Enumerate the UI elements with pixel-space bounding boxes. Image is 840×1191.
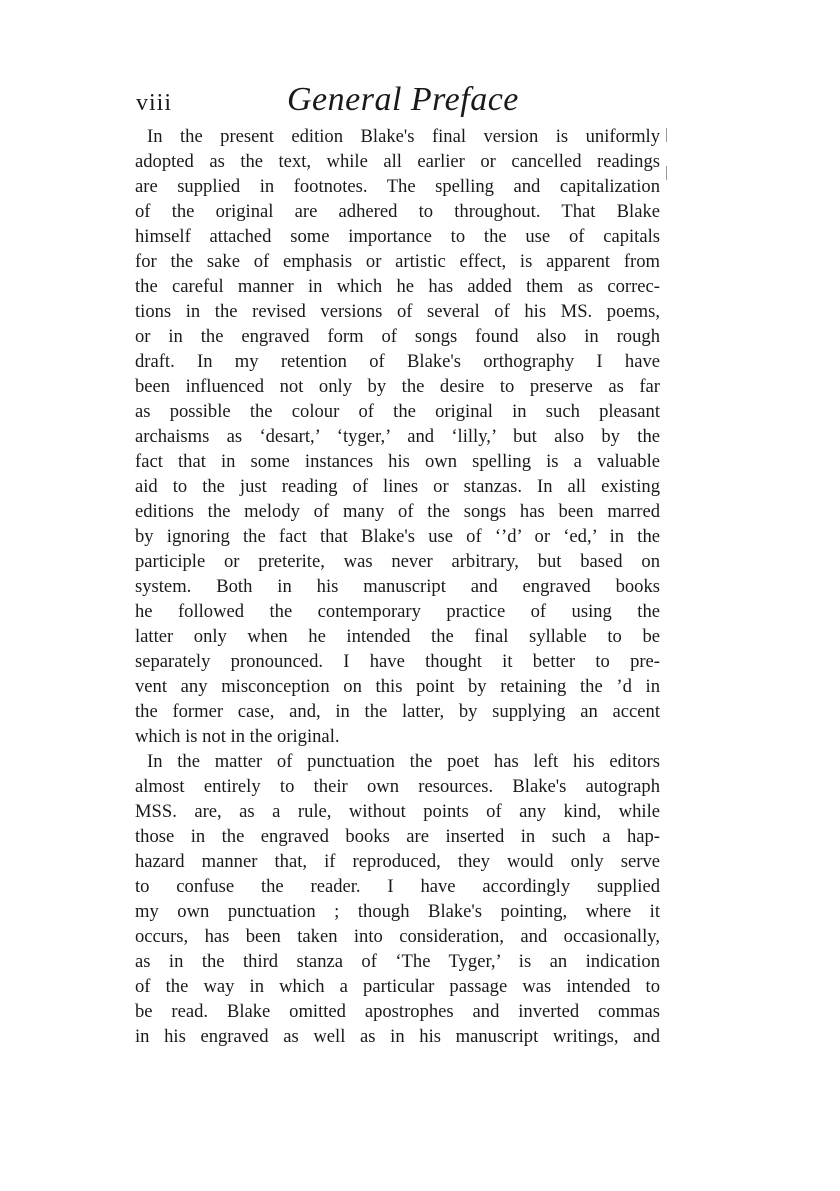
text-line: In the present edition Blake's final version is uniformly bbox=[147, 126, 660, 147]
text-line: of the original are adhered to throughout. That Blake bbox=[135, 201, 660, 222]
text-line: latter only when he intended the final syllable to be bbox=[135, 626, 660, 647]
text-line: are supplied in footnotes. The spelling and capitalization bbox=[135, 176, 660, 197]
text-line: those in the engraved books are inserted in such a hap- bbox=[135, 826, 660, 847]
text-line: participle or preterite, was never arbitrary, but based on bbox=[135, 551, 660, 572]
text-line: almost entirely to their own resources. Blake's autograph bbox=[135, 776, 660, 797]
text-line: for the sake of emphasis or artistic effect, is apparent from bbox=[135, 251, 660, 272]
text-line: which is not in the original. bbox=[135, 726, 340, 747]
text-line: fact that in some instances his own spelling is a valuable bbox=[135, 451, 660, 472]
text-line: my own punctuation ; though Blake's pointing, where it bbox=[135, 901, 660, 922]
text-line: MSS. are, as a rule, without points of any kind, while bbox=[135, 801, 660, 822]
text-line: In the matter of punctuation the poet has left his editors bbox=[147, 751, 660, 772]
paragraph-2 bbox=[135, 749, 660, 1049]
text-line: in his engraved as well as in his manuscript writings, and bbox=[135, 1026, 660, 1047]
text-line: separately pronounced. I have thought it better to pre- bbox=[135, 651, 660, 672]
text-line: editions the melody of many of the songs has been marred bbox=[135, 501, 660, 522]
text-line: of the way in which a particular passage was intended to bbox=[135, 976, 660, 997]
text-line: aid to the just reading of lines or stanzas. In all existing bbox=[135, 476, 660, 497]
text-line: himself attached some importance to the use of capitals bbox=[135, 226, 660, 247]
text-line: the former case, and, in the latter, by supplying an accent bbox=[135, 701, 660, 722]
text-line: by ignoring the fact that Blake's use of ‘’d’ or ‘ed,’ in the bbox=[135, 526, 660, 547]
text-line: been influenced not only by the desire to preserve as far bbox=[135, 376, 660, 397]
text-line: system. Both in his manuscript and engraved books bbox=[135, 576, 660, 597]
paragraph-1 bbox=[135, 124, 660, 749]
page-number: viii bbox=[136, 90, 173, 116]
text-line: he followed the contemporary practice of using the bbox=[135, 601, 660, 622]
text-line: archaisms as ‘desart,’ ‘tyger,’ and ‘lilly,’ but also by the bbox=[135, 426, 660, 447]
text-line: to confuse the reader. I have accordingly supplied bbox=[135, 876, 660, 897]
text-line: be read. Blake omitted apostrophes and inverted commas bbox=[135, 1001, 660, 1022]
text-line: adopted as the text, while all earlier or cancelled readings bbox=[135, 151, 660, 172]
margin-mark bbox=[666, 166, 667, 180]
body-text bbox=[135, 124, 660, 1049]
running-title: General Preface bbox=[287, 81, 519, 118]
text-line: occurs, has been taken into consideration, and occasionally, bbox=[135, 926, 660, 947]
text-line: as possible the colour of the original in such pleasant bbox=[135, 401, 660, 422]
text-line: the careful manner in which he has added them as correc- bbox=[135, 276, 660, 297]
text-line: as in the third stanza of ‘The Tyger,’ is an indication bbox=[135, 951, 660, 972]
text-line: draft. In my retention of Blake's orthography I have bbox=[135, 351, 660, 372]
text-line: hazard manner that, if reproduced, they would only serve bbox=[135, 851, 660, 872]
text-line: or in the engraved form of songs found also in rough bbox=[135, 326, 660, 347]
text-line: tions in the revised versions of several of his MS. poems, bbox=[135, 301, 660, 322]
text-line: vent any misconception on this point by retaining the ’d in bbox=[135, 676, 660, 697]
margin-mark bbox=[666, 128, 667, 142]
